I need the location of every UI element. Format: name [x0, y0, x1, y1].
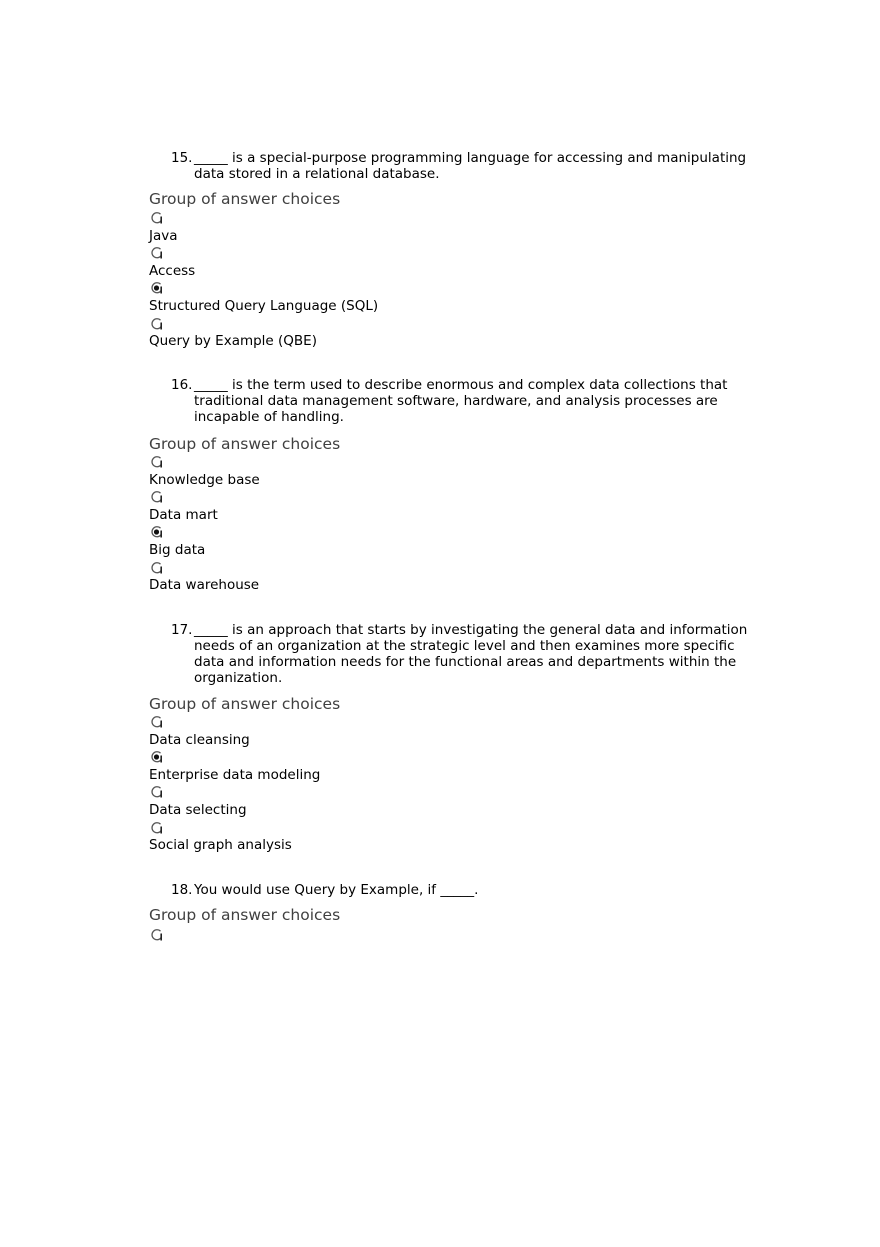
- question-text: _____ is a special-purpose programming language for accessing and manipulating data stored in a relational database.: [194, 150, 747, 182]
- radio-button[interactable]: [150, 715, 164, 729]
- choice-label[interactable]: Data cleansing: [149, 732, 250, 748]
- choice-label[interactable]: Structured Query Language (SQL): [149, 298, 379, 314]
- question-text: _____ is an approach that starts by investigating the general data and information needs of an organization at the strategic level and then examines more specific data and information needs for the functional areas and departments within the organization.: [194, 622, 748, 686]
- choice-label[interactable]: Data selecting: [149, 802, 247, 818]
- radio-button[interactable]: [150, 246, 164, 260]
- radio-selected-icon: [150, 525, 164, 539]
- radio-button[interactable]: [150, 525, 164, 539]
- radio-button[interactable]: [150, 211, 164, 225]
- choice-label[interactable]: Access: [149, 263, 196, 279]
- choice-label[interactable]: Java: [149, 228, 178, 244]
- choice-label[interactable]: Big data: [149, 542, 206, 558]
- radio-unselected-icon: [150, 785, 164, 799]
- choice-label[interactable]: Knowledge base: [149, 472, 260, 488]
- choice-label[interactable]: Data warehouse: [149, 577, 260, 593]
- radio-unselected-icon: [150, 246, 164, 260]
- group-label: Group of answer choices: [149, 190, 341, 208]
- radio-unselected-icon: [150, 490, 164, 504]
- radio-unselected-icon: [150, 317, 164, 331]
- radio-selected-icon: [150, 750, 164, 764]
- radio-button[interactable]: [150, 750, 164, 764]
- radio-selected-icon: [150, 281, 164, 295]
- radio-unselected-icon: [150, 821, 164, 835]
- radio-button[interactable]: [150, 281, 164, 295]
- question-number: 18.: [171, 882, 193, 898]
- choice-label[interactable]: Social graph analysis: [149, 837, 292, 853]
- question-text: _____ is the term used to describe enormous and complex data collections that traditional data management software, hardware, and analysis processes are incapable of handling.: [194, 377, 728, 425]
- question-number: 15.: [171, 150, 193, 166]
- radio-button[interactable]: [150, 317, 164, 331]
- radio-unselected-icon: [150, 715, 164, 729]
- group-label: Group of answer choices: [149, 906, 341, 924]
- radio-button[interactable]: [150, 928, 164, 942]
- radio-button[interactable]: [150, 490, 164, 504]
- group-label: Group of answer choices: [149, 435, 341, 453]
- question-number: 16.: [171, 377, 193, 393]
- group-label: Group of answer choices: [149, 695, 341, 713]
- radio-button[interactable]: [150, 455, 164, 469]
- radio-button[interactable]: [150, 821, 164, 835]
- radio-unselected-icon: [150, 211, 164, 225]
- question-number: 17.: [171, 622, 193, 638]
- question-text: You would use Query by Example, if _____.: [194, 882, 479, 898]
- radio-unselected-icon: [150, 928, 164, 942]
- choice-label[interactable]: Data mart: [149, 507, 218, 523]
- radio-unselected-icon: [150, 455, 164, 469]
- radio-unselected-icon: [150, 561, 164, 575]
- radio-button[interactable]: [150, 785, 164, 799]
- choice-label[interactable]: Enterprise data modeling: [149, 767, 321, 783]
- choice-label[interactable]: Query by Example (QBE): [149, 333, 317, 349]
- radio-button[interactable]: [150, 561, 164, 575]
